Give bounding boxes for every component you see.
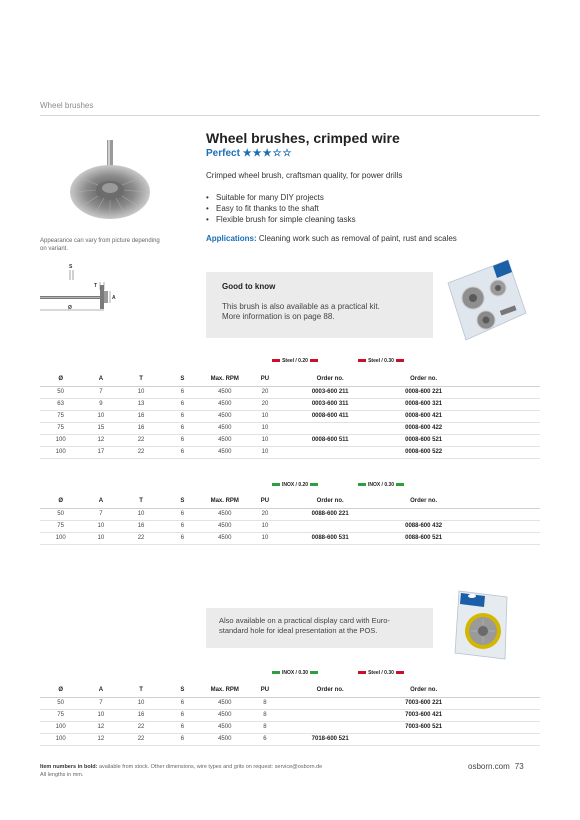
display-card-image (445, 587, 525, 662)
material-color-swatch (310, 359, 318, 362)
table-header-row (40, 494, 540, 508)
table-row (40, 733, 540, 745)
cell-s: 6 (162, 446, 203, 458)
cell-diameter: 75 (40, 422, 81, 434)
cell-diameter: 75 (40, 520, 81, 532)
dimension-drawing (38, 260, 148, 315)
material-color-swatch (272, 483, 280, 486)
cell-max-rpm: 4500 (203, 410, 246, 422)
table-row (40, 508, 540, 520)
cell-diameter: 50 (40, 697, 81, 709)
applications (206, 234, 506, 243)
cell-t: 16 (120, 422, 161, 434)
col-a: A (81, 494, 120, 508)
cell-s: 6 (162, 434, 203, 446)
cell-s: 6 (162, 398, 203, 410)
col-pu: PU (246, 683, 283, 697)
cell-order-no (283, 709, 376, 721)
cell-pu: 10 (246, 422, 283, 434)
cell-a: 12 (81, 434, 120, 446)
cell-pu: 10 (246, 446, 283, 458)
cell-s: 6 (162, 520, 203, 532)
cell-pu: 8 (246, 709, 283, 721)
col-order-no: Order no. (283, 494, 376, 508)
cell-order-no: 0088-600 432 (377, 520, 470, 532)
col-max-rpm: Max. RPM (203, 494, 246, 508)
col-order-no: Order no. (283, 372, 376, 386)
col-diameter: Ø (40, 372, 81, 386)
star-filled-icon: ★★★ (242, 148, 273, 159)
cell-t: 16 (120, 709, 161, 721)
cell-a: 12 (81, 733, 120, 745)
appearance-note: Appearance can vary from picture depending on variant. (40, 238, 160, 252)
spec-table-display (40, 683, 540, 746)
cell-pu: 6 (246, 733, 283, 745)
cell-pu: 10 (246, 520, 283, 532)
table-body (40, 697, 540, 745)
cell-t: 22 (120, 446, 161, 458)
cell-max-rpm: 4500 (203, 508, 246, 520)
cell-t: 10 (120, 697, 161, 709)
cell-order-no: 0008-600 422 (377, 422, 470, 434)
cell-max-rpm: 4500 (203, 721, 246, 733)
material-label: Steel / 0.20 (282, 358, 308, 364)
footer-bold-label: Item numbers in bold: (40, 764, 98, 770)
cell-max-rpm: 4500 (203, 733, 246, 745)
col-a: A (81, 683, 120, 697)
display-line: Also available on a practical display card with Euro- (219, 616, 390, 625)
cell-order-no: 7003-600 521 (377, 721, 470, 733)
cell-max-rpm: 4500 (203, 520, 246, 532)
info-text (222, 302, 422, 322)
display-line: standard hole for ideal presentation at the POS. (219, 626, 378, 635)
material-color-swatch (272, 359, 280, 362)
cell-order-no: 0008-600 421 (377, 410, 470, 422)
material-color-swatch (396, 483, 404, 486)
applications-label: Applications: (206, 234, 257, 243)
header-divider (40, 115, 540, 116)
material-color-swatch (396, 671, 404, 674)
table-row (40, 532, 540, 544)
cell-s: 6 (162, 508, 203, 520)
material-color-swatch (310, 483, 318, 486)
feature-item: • Flexible brush for simple cleaning tasks (206, 214, 356, 225)
cell-max-rpm: 4500 (203, 434, 246, 446)
table-row (40, 434, 540, 446)
material-header-2 (338, 670, 424, 676)
cell-order-no (377, 508, 470, 520)
cell-diameter: 63 (40, 398, 81, 410)
cell-max-rpm: 4500 (203, 398, 246, 410)
col-pu: PU (246, 372, 283, 386)
cell-s: 6 (162, 386, 203, 398)
cell-order-no (283, 422, 376, 434)
page-footer (468, 762, 524, 771)
cell-a: 12 (81, 721, 120, 733)
table-row (40, 410, 540, 422)
cell-max-rpm: 4500 (203, 386, 246, 398)
material-label: Steel / 0.30 (368, 670, 394, 676)
cell-order-no: 7018-600 521 (283, 733, 376, 745)
cell-order-no: 0088-600 531 (283, 532, 376, 544)
col-diameter: Ø (40, 683, 81, 697)
footer-text: available from stock. Other dimensions, wire types and grits on request: service@osborn.de (98, 764, 323, 770)
cell-pu: 20 (246, 508, 283, 520)
cell-s: 6 (162, 532, 203, 544)
table-header-row (40, 683, 540, 697)
cell-t: 22 (120, 532, 161, 544)
cell-a: 17 (81, 446, 120, 458)
table-body (40, 508, 540, 544)
cell-order-no: 0088-600 221 (283, 508, 376, 520)
cell-max-rpm: 4500 (203, 446, 246, 458)
col-pu: PU (246, 494, 283, 508)
display-text (219, 616, 429, 636)
col-a: A (81, 372, 120, 386)
table-row (40, 721, 540, 733)
cell-a: 10 (81, 532, 120, 544)
cell-order-no (283, 446, 376, 458)
cell-max-rpm: 4500 (203, 697, 246, 709)
wheel-brush-image (60, 140, 160, 225)
material-color-swatch (310, 671, 318, 674)
cell-t: 16 (120, 410, 161, 422)
feature-list (206, 192, 356, 225)
section-label: Wheel brushes (40, 101, 94, 110)
col-order-no: Order no. (377, 683, 470, 697)
material-header-2 (338, 482, 424, 488)
material-header-1 (252, 670, 338, 676)
cell-pu: 8 (246, 721, 283, 733)
cell-order-no (377, 733, 470, 745)
cell-t: 22 (120, 733, 161, 745)
table-row (40, 386, 540, 398)
table-row (40, 709, 540, 721)
table-row (40, 520, 540, 532)
cell-order-no: 0003-600 311 (283, 398, 376, 410)
cell-t: 10 (120, 508, 161, 520)
cell-pu: 20 (246, 398, 283, 410)
footer-note (40, 764, 322, 770)
cell-order-no: 0088-600 521 (377, 532, 470, 544)
info-line: More information is on page 88. (222, 312, 335, 321)
cell-s: 6 (162, 410, 203, 422)
table-row (40, 446, 540, 458)
cell-order-no: 7003-600 421 (377, 709, 470, 721)
cell-order-no: 0003-600 211 (283, 386, 376, 398)
info-line: This brush is also available as a practical kit. (222, 302, 380, 311)
cell-s: 6 (162, 709, 203, 721)
cell-diameter: 100 (40, 446, 81, 458)
cell-order-no: 0008-600 511 (283, 434, 376, 446)
col-s: S (162, 372, 203, 386)
cell-pu: 8 (246, 697, 283, 709)
col-max-rpm: Max. RPM (203, 372, 246, 386)
cell-t: 13 (120, 398, 161, 410)
spec-table-steel (40, 372, 540, 459)
col-order-no: Order no. (283, 683, 376, 697)
applications-text: Cleaning work such as removal of paint, rust and scales (258, 234, 457, 243)
cell-order-no (283, 721, 376, 733)
col-s: S (162, 494, 203, 508)
dim-t-label: T (94, 283, 98, 289)
cell-a: 7 (81, 386, 120, 398)
cell-max-rpm: 4500 (203, 709, 246, 721)
cell-a: 15 (81, 422, 120, 434)
material-color-swatch (396, 359, 404, 362)
quality-rating (206, 148, 293, 159)
cell-diameter: 75 (40, 709, 81, 721)
cell-s: 6 (162, 721, 203, 733)
col-t: T (120, 494, 161, 508)
cell-order-no (283, 520, 376, 532)
material-color-swatch (358, 671, 366, 674)
cell-diameter: 75 (40, 410, 81, 422)
cell-a: 7 (81, 697, 120, 709)
cell-pu: 10 (246, 434, 283, 446)
cell-pu: 20 (246, 386, 283, 398)
dim-s-label: S (69, 264, 73, 270)
feature-item: • Easy to fit thanks to the shaft (206, 203, 356, 214)
cell-diameter: 50 (40, 508, 81, 520)
dim-a-label: A (112, 295, 116, 301)
dim-d-label: Ø (68, 305, 72, 311)
col-order-no: Order no. (377, 372, 470, 386)
info-title: Good to know (222, 282, 276, 291)
cell-t: 10 (120, 386, 161, 398)
material-color-swatch (358, 483, 366, 486)
material-header-1 (252, 358, 338, 364)
cell-a: 9 (81, 398, 120, 410)
table-row (40, 697, 540, 709)
cell-s: 6 (162, 422, 203, 434)
page-number: 73 (514, 762, 524, 771)
product-title: Wheel brushes, crimped wire (206, 130, 400, 146)
cell-a: 10 (81, 709, 120, 721)
cell-order-no: 0008-600 321 (377, 398, 470, 410)
col-order-no: Order no. (377, 494, 470, 508)
cell-s: 6 (162, 697, 203, 709)
table-row (40, 398, 540, 410)
cell-order-no: 0008-600 522 (377, 446, 470, 458)
cell-max-rpm: 4500 (203, 532, 246, 544)
col-s: S (162, 683, 203, 697)
footer-site: osborn.com (468, 762, 510, 771)
col-max-rpm: Max. RPM (203, 683, 246, 697)
cell-diameter: 50 (40, 386, 81, 398)
table-row (40, 422, 540, 434)
star-empty-icon: ☆☆ (272, 148, 293, 159)
cell-diameter: 100 (40, 434, 81, 446)
cell-a: 7 (81, 508, 120, 520)
table-body (40, 386, 540, 458)
material-label: INOX / 0.20 (281, 482, 309, 488)
cell-a: 10 (81, 410, 120, 422)
cell-t: 16 (120, 520, 161, 532)
material-label: INOX / 0.30 (367, 482, 395, 488)
cell-diameter: 100 (40, 532, 81, 544)
cell-diameter: 100 (40, 721, 81, 733)
spec-table-inox (40, 494, 540, 545)
material-header-2 (338, 358, 424, 364)
footer-lengths: All lengths in mm. (40, 772, 84, 778)
cell-a: 10 (81, 520, 120, 532)
material-header-1 (252, 482, 338, 488)
cell-pu: 10 (246, 410, 283, 422)
cell-pu: 10 (246, 532, 283, 544)
cell-max-rpm: 4500 (203, 422, 246, 434)
col-t: T (120, 372, 161, 386)
cell-order-no: 0008-600 521 (377, 434, 470, 446)
cell-order-no: 0008-600 411 (283, 410, 376, 422)
cell-order-no: 0008-600 221 (377, 386, 470, 398)
product-description: Crimped wheel brush, craftsman quality, for power drills (206, 171, 403, 180)
quality-label: Perfect (206, 148, 240, 159)
material-color-swatch (272, 671, 280, 674)
col-t: T (120, 683, 161, 697)
col-diameter: Ø (40, 494, 81, 508)
cell-t: 22 (120, 721, 161, 733)
cell-order-no (283, 697, 376, 709)
material-color-swatch (358, 359, 366, 362)
feature-item: • Suitable for many DIY projects (206, 192, 356, 203)
material-label: INOX / 0.30 (281, 670, 309, 676)
cell-diameter: 100 (40, 733, 81, 745)
table-header-row (40, 372, 540, 386)
cell-t: 22 (120, 434, 161, 446)
kit-image (438, 258, 528, 343)
cell-order-no: 7003-600 221 (377, 697, 470, 709)
cell-s: 6 (162, 733, 203, 745)
material-label: Steel / 0.30 (368, 358, 394, 364)
